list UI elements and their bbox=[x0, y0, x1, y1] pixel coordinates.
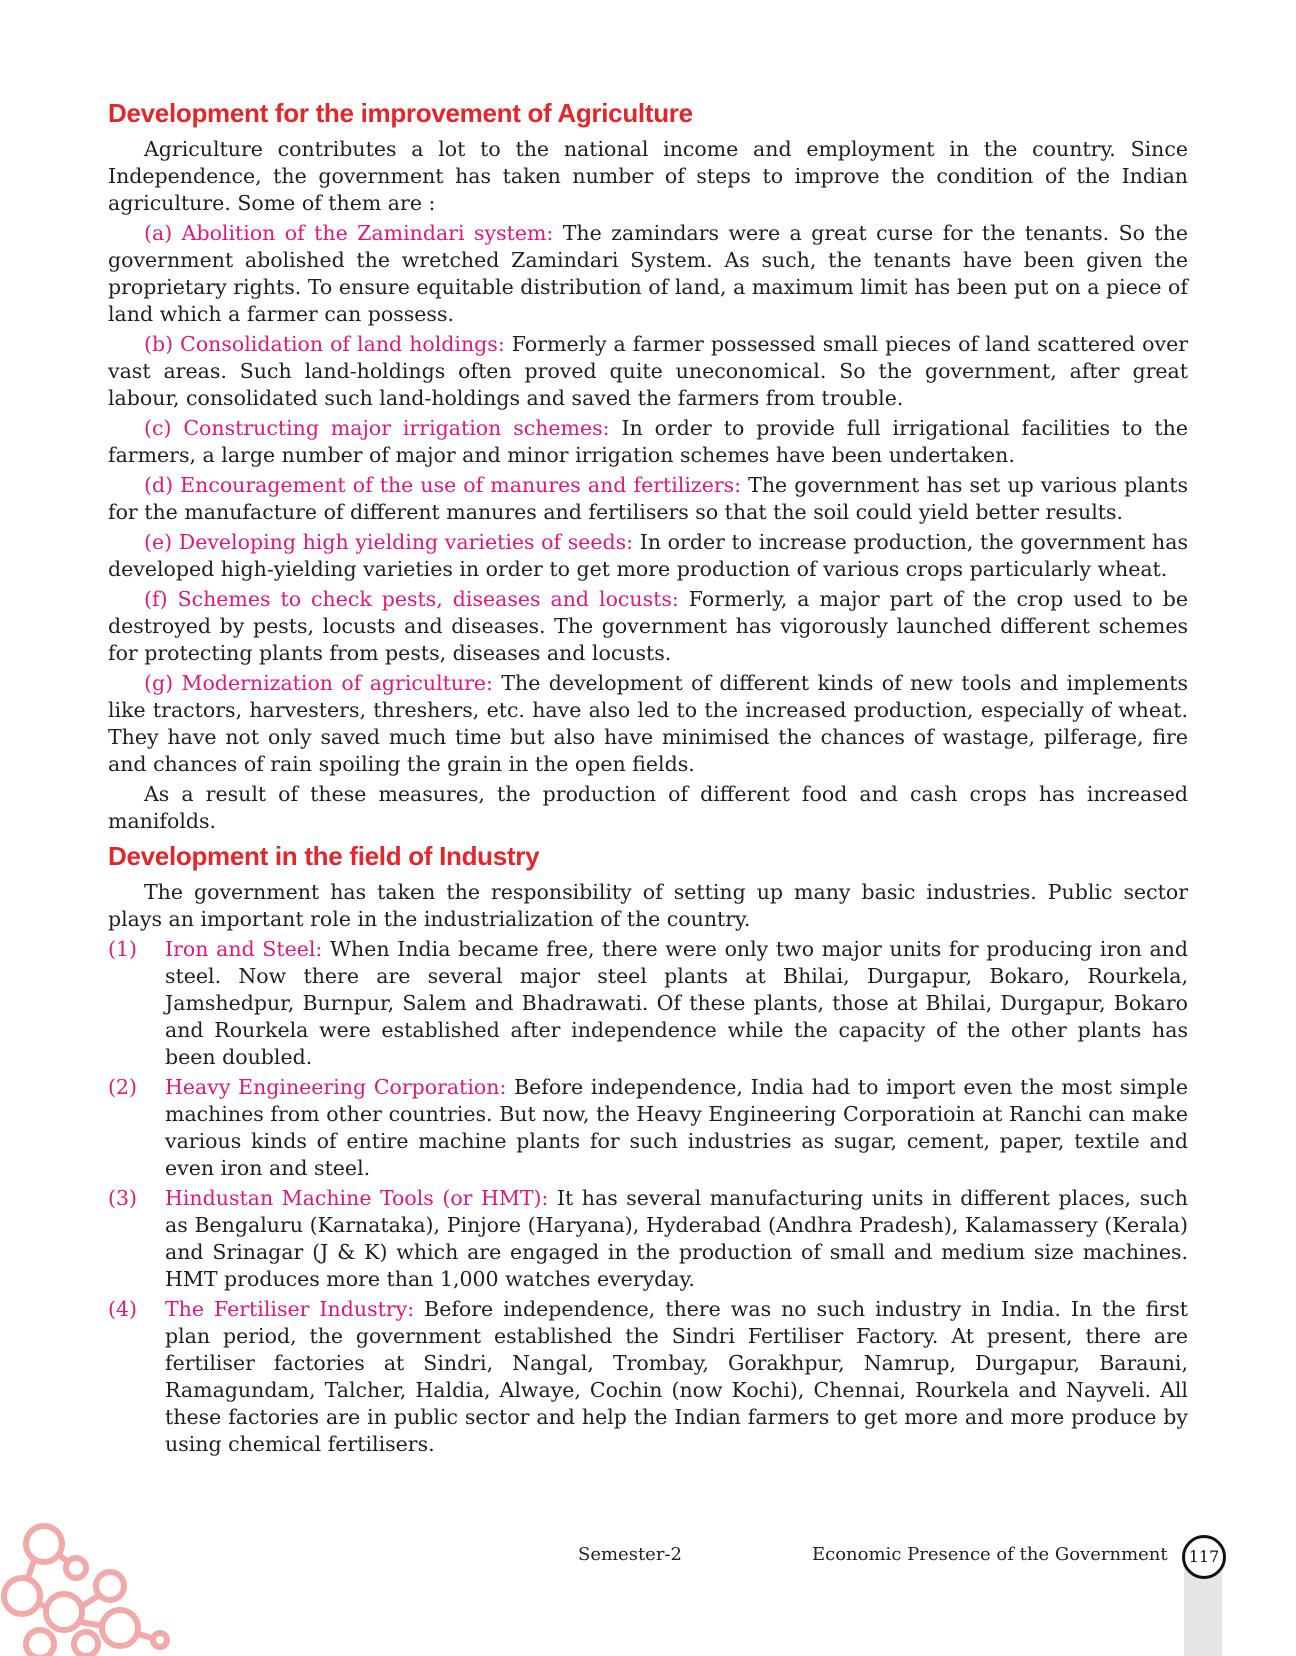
item-number: (4) bbox=[108, 1297, 138, 1321]
item-label: Hindustan Machine Tools (or HMT): bbox=[165, 1186, 549, 1210]
point-label: (b) Consolidation of land holdings: bbox=[144, 332, 505, 356]
agriculture-point bbox=[108, 415, 1188, 469]
industry-item bbox=[108, 1185, 1188, 1293]
industry-list bbox=[108, 936, 1188, 1458]
item-text: It has several manufacturing units in different places, such as Bengaluru (Karnataka), Pinjore (Haryana), Hyderabad (Andhra Pradesh), Kalamassery (Kerala) and Srinagar (J & K) which are engaged in the production of small and medium size machines. HMT produces more than 1,000 watches everyday. bbox=[165, 1186, 1188, 1291]
agriculture-point bbox=[108, 220, 1188, 328]
item-label: The Fertiliser Industry: bbox=[165, 1297, 415, 1321]
item-label: Iron and Steel: bbox=[165, 937, 323, 961]
industry-item bbox=[108, 936, 1188, 1071]
item-number: (1) bbox=[108, 937, 138, 961]
page-number: 117 bbox=[1182, 1535, 1226, 1579]
point-text: The zamindars were a great curse for the tenants. So the government abolished the wretched Zamindari System. As such, the tenants have been given the proprietary rights. To ensure equitable distribution of land, a maximum limit has been put on a piece of land which a farmer can possess. bbox=[108, 221, 1188, 326]
point-label: (f) Schemes to check pests, diseases and locusts: bbox=[144, 587, 679, 611]
point-label: (g) Modernization of agriculture: bbox=[144, 671, 493, 695]
section-heading-agriculture: Development for the improvement of Agriculture bbox=[108, 98, 693, 128]
point-label: (d) Encouragement of the use of manures and fertilizers: bbox=[144, 473, 742, 497]
item-label: Heavy Engineering Corporation: bbox=[165, 1075, 507, 1099]
agriculture-point bbox=[108, 472, 1188, 526]
agriculture-intro: Agriculture contributes a lot to the national income and employment in the country. Since Independence, the government has taken number of steps to improve the condition of the Indian agriculture. Some of them are : bbox=[108, 137, 1188, 215]
section-heading-industry: Development in the field of Industry bbox=[108, 841, 540, 871]
agriculture-point bbox=[108, 586, 1188, 667]
point-text: In order to provide full irrigational facilities to the farmers, a large number of major and minor irrigation schemes have been undertaken. bbox=[108, 416, 1188, 467]
agriculture-point bbox=[108, 670, 1188, 778]
point-text: Formerly, a major part of the crop used to be destroyed by pests, locusts and diseases. The government has vigorously launched different schemes for protecting plants from pests, diseases and locusts. bbox=[108, 587, 1188, 665]
industry-intro: The government has taken the responsibility of setting up many basic industries. Public sector plays an important role in the industrialization of the country. bbox=[108, 880, 1188, 931]
agriculture-point bbox=[108, 331, 1188, 412]
item-text: When India became free, there were only two major units for producing iron and steel. Now there are several major steel plants at Bhilai, Durgapur, Bokaro, Rourkela, Jamshedpur, Burnpur, Salem and Bhadrawati. Of these plants, those at Bhilai, Durgapur, Bokaro and Rourkela were established after independence while the capacity of the other plants has been doubled. bbox=[165, 937, 1189, 1069]
point-text: The development of different kinds of new tools and implements like tractors, harvesters, threshers, etc. have also led to the increased production, especially of wheat. They have not only saved much time but also have minimised the chances of wastage, pilferage, fire and chances of rain spoiling the grain in the open fields. bbox=[108, 671, 1188, 776]
industry-item bbox=[108, 1296, 1188, 1458]
item-number: (3) bbox=[108, 1186, 138, 1210]
agriculture-point bbox=[108, 529, 1188, 583]
industry-item bbox=[108, 1074, 1188, 1182]
point-text: In order to increase production, the government has developed high-yielding varieties in order to get more production of various crops particularly wheat. bbox=[108, 530, 1189, 581]
footer-chapter-title: Economic Presence of the Government bbox=[812, 1544, 1168, 1565]
agriculture-conclusion: As a result of these measures, the production of different food and cash crops has increased manifolds. bbox=[108, 782, 1188, 833]
point-label: (e) Developing high yielding varieties of seeds: bbox=[144, 530, 634, 554]
decorative-circles-icon bbox=[0, 1516, 180, 1656]
page-content bbox=[108, 96, 1188, 1461]
item-number: (2) bbox=[108, 1075, 138, 1099]
point-label: (a) Abolition of the Zamindari system: bbox=[144, 221, 554, 245]
point-text: The government has set up various plants for the manufacture of different manures and fertilisers so that the soil could yield better results. bbox=[108, 473, 1188, 524]
item-text: Before independence, India had to import even the most simple machines from other countries. But now, the Heavy Engineering Corporatioin at Ranchi can make various kinds of entire machine plants for such industries as sugar, cement, paper, textile and even iron and steel. bbox=[165, 1075, 1189, 1180]
point-label: (c) Constructing major irrigation schemes: bbox=[144, 416, 610, 440]
footer-semester: Semester-2 bbox=[578, 1544, 682, 1565]
point-text: Formerly a farmer possessed small pieces of land scattered over vast areas. Such land-holdings often proved quite uneconomical. So the government, after great labour, consolidated such land-holdings and saved the farmers from trouble. bbox=[108, 332, 1189, 410]
item-text: Before independence, there was no such industry in India. In the first plan period, the government established the Sindri Fertiliser Factory. At present, there are fertiliser factories at Sindri, Nangal, Trombay, Gorakhpur, Namrup, Durgapur, Barauni, Ramagundam, Talcher, Haldia, Alwaye, Cochin (now Kochi), Chennai, Rourkela and Nayveli. All these factories are in public sector and help the Indian farmers to get more and more produce by using chemical fertilisers. bbox=[165, 1297, 1188, 1456]
